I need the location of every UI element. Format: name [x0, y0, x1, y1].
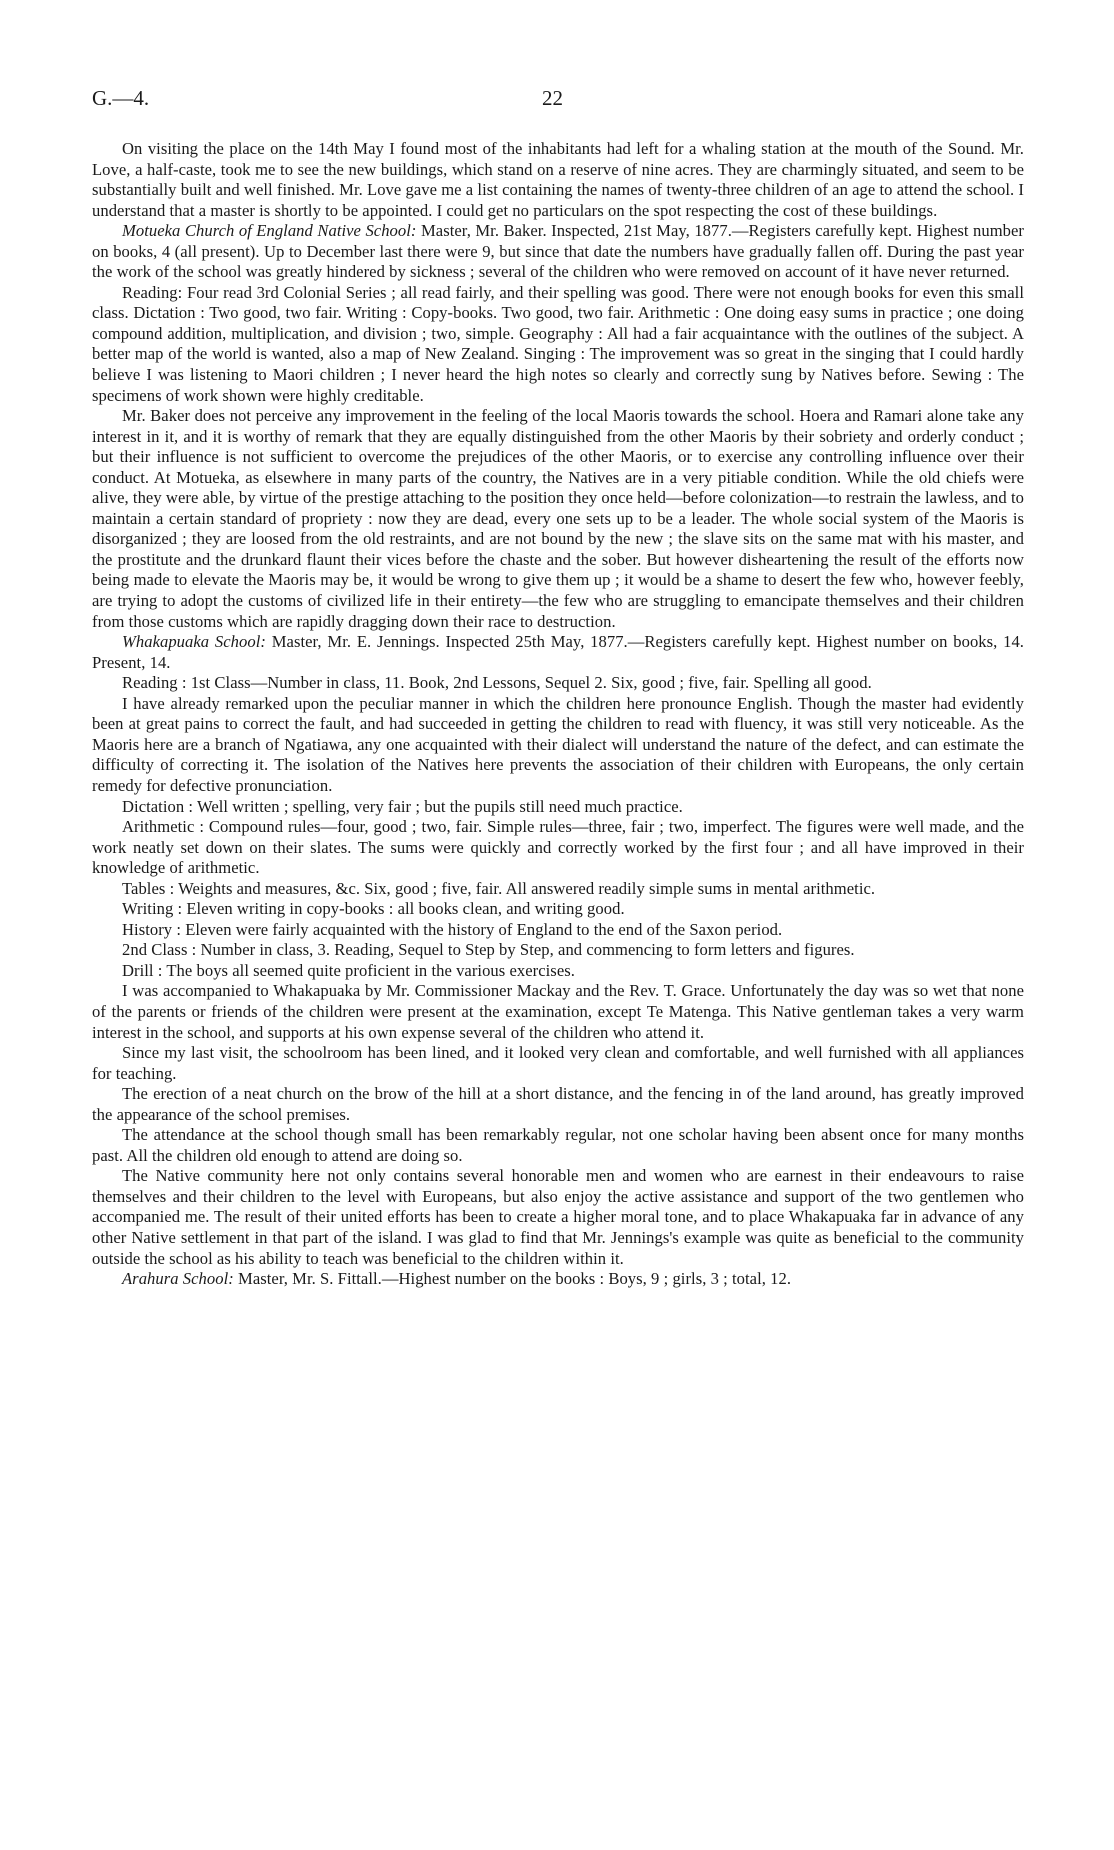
- paragraph-text: Writing : Eleven writing in copy-books : all books clean, and writing good.: [122, 899, 625, 919]
- paragraph-text: Arithmetic : Compound rules—four, good ; two, fair. Simple rules—three, fair ; two, imperfect. The figures were well made, and the work neatly set down on their slates. The sums were quickly and correctly worked by the first four ; and all have improved in their knowledge of arithmetic.: [92, 817, 1024, 878]
- paragraph-text: Since my last visit, the schoolroom has been lined, and it looked very clean and comfortable, and well furnished with all appliances for teaching.: [92, 1043, 1024, 1083]
- paragraph: [92, 961, 1024, 982]
- paragraph: [92, 139, 1024, 221]
- paragraph: [92, 673, 1024, 694]
- paragraph-text: 2nd Class : Number in class, 3. Reading, Sequel to Step by Step, and commencing to form letters and figures.: [122, 940, 855, 960]
- school-name: Arahura School:: [122, 1269, 234, 1289]
- document-reference: G.—4.: [92, 86, 150, 110]
- paragraph: [92, 981, 1024, 1043]
- paragraph-text: Reading: Four read 3rd Colonial Series ; all read fairly, and their spelling was good. There were not enough books for even this small class. Dictation : Two good, two fair. Writing : Copy-books. Two good, two fair. Arithmetic : One doing easy sums in practice ; one doing compound addition, multiplication, and division ; two, simple. Geography : All had a fair acquaintance with the outlines of the subject. A better map of the world is wanted, also a map of New Zealand. Singing : The improvement was so great in the singing that I could hardly believe I was listening to Maori children ; I never heard the high notes so clearly and correctly sung by Natives before. Sewing : The specimens of work shown were highly creditable.: [92, 282, 1024, 405]
- paragraph-text: The attendance at the school though small has been remarkably regular, not one scholar having been absent once for many months past. All the children old enough to attend are doing so.: [92, 1125, 1024, 1165]
- paragraph-text: Master, Mr. S. Fittall.—Highest number on the books : Boys, 9 ; girls, 3 ; total, 12.: [233, 1269, 792, 1289]
- paragraph: [92, 920, 1024, 941]
- paragraph: [92, 899, 1024, 920]
- paragraph-text: The Native community here not only contains several honorable men and women who are earnest in their endeavours to raise themselves and their children to the level with Europeans, but also enjoy the active assistance and support of the two gentlemen who accompanied me. The result of their united efforts has been to create a higher moral tone, and to place Whakapuaka far in advance of any other Native settlement in that part of the island. I was glad to find that Mr. Jennings's example was quite as beneficial to the community outside the school as his ability to teach was beneficial to the children within it.: [92, 1166, 1024, 1268]
- page-header: [92, 86, 1024, 116]
- paragraph: [92, 1084, 1024, 1125]
- paragraph: [92, 879, 1024, 900]
- paragraph-text: I was accompanied to Whakapuaka by Mr. Commissioner Mackay and the Rev. T. Grace. Unfortunately the day was so wet that none of the parents or friends of the children were present at the examination, except Te Matenga. This Native gentleman takes a very warm interest in the school, and supports at his own expense several of the children who attend it.: [92, 981, 1024, 1042]
- paragraph: [92, 632, 1024, 673]
- paragraph-text: The erection of a neat church on the brow of the hill at a short distance, and the fencing in of the land around, has greatly improved the appearance of the school premises.: [92, 1084, 1024, 1124]
- paragraph: [92, 1166, 1024, 1269]
- paragraph: [92, 940, 1024, 961]
- paragraph-text: Drill : The boys all seemed quite proficient in the various exercises.: [122, 960, 575, 980]
- paragraph: [92, 797, 1024, 818]
- paragraph: [92, 1125, 1024, 1166]
- paragraph-text: Reading : 1st Class—Number in class, 11. Book, 2nd Lessons, Sequel 2. Six, good ; five, fair. Spelling all good.: [122, 673, 872, 693]
- body-text: [92, 139, 1024, 1290]
- paragraph-text: Mr. Baker does not perceive any improvement in the feeling of the local Maoris towards the school. Hoera and Ramari alone take any interest in it, and it is worthy of remark that they are equally distinguished from the other Maoris by their sobriety and orderly conduct ; but their influence is not sufficient to overcome the prejudices of the other Maoris, or to exercise any controlling influence over their conduct. At Motueka, as elsewhere in many parts of the country, the Natives are in a very pitiable condition. While the old chiefs were alive, they were able, by virtue of the prestige attaching to the position they once held—before colonization—to restrain the lawless, and to maintain a certain standard of propriety : now they are dead, every one sets up to be a leader. The whole social system of the Maoris is disorganized ; they are loosed from the old restraints, and are not bound by the new ; the slave sits on the same mat with his master, and the prostitute and the drunkard flaunt their vices before the chaste and the sober. But however disheartening the result of the efforts now being made to elevate the Maoris may be, it would be wrong to give them up ; it would be a shame to desert the few who, however feebly, are trying to adopt the customs of civilized life in their entirety—the few who are struggling to emancipate themselves and their children from those customs which are rapidly dragging down their race to destruction.: [92, 406, 1024, 631]
- paragraph: [92, 1043, 1024, 1084]
- paragraph-text: On visiting the place on the 14th May I found most of the inhabitants had left for a whaling station at the mouth of the Sound. Mr. Love, a half-caste, took me to see the new buildings, which stand on a reserve of nine acres. They are charmingly situated, and seem to be substantially built and well finished. Mr. Love gave me a list containing the names of twenty-three children of an age to attend the school. I understand that a master is shortly to be appointed. I could get no particulars on the spot respecting the cost of these buildings.: [92, 139, 1024, 220]
- school-name: Whakapuaka School:: [122, 632, 266, 652]
- paragraph-text: History : Eleven were fairly acquainted with the history of England to the end of the Saxon period.: [122, 919, 783, 939]
- paragraph-text: Master, Mr. Baker. Inspected, 21st May, 1877.—Registers carefully kept. Highest number on books, 4 (all present). Up to December last there were 9, but since that date the numbers have gradually fallen off. During the past year the work of the school was greatly hindered by sickness ; several of the children who were removed on account of it have never returned.: [92, 221, 1025, 282]
- page-number: 22: [542, 86, 563, 110]
- paragraph-text: Dictation : Well written ; spelling, very fair ; but the pupils still need much practice.: [122, 796, 683, 816]
- paragraph: [92, 694, 1024, 797]
- paragraph-text: Master, Mr. E. Jennings. Inspected 25th May, 1877.—Registers carefully kept. Highest number on books, 14. Present, 14.: [92, 632, 1025, 672]
- paragraph: [92, 817, 1024, 879]
- school-name: Motueka Church of England Native School:: [122, 221, 417, 241]
- paragraph-text: I have already remarked upon the peculiar manner in which the children here pronounce English. Though the master had evidently been at great pains to correct the fault, and had succeeded in getting the children to read with fluency, it was still very noticeable. As the Maoris here are a branch of Ngatiawa, any one acquainted with their dialect will understand the nature of the defect, and can estimate the difficulty of correcting it. The isolation of the Natives here prevents the association of their children with Europeans, the only certain remedy for defective pronunciation.: [92, 693, 1024, 795]
- paragraph-text: Tables : Weights and measures, &c. Six, good ; five, fair. All answered readily simple sums in mental arithmetic.: [122, 878, 876, 898]
- paragraph: [92, 406, 1024, 632]
- paragraph: [92, 221, 1024, 283]
- document-page: [92, 86, 1024, 1290]
- paragraph: [92, 283, 1024, 406]
- paragraph: [92, 1269, 1024, 1290]
